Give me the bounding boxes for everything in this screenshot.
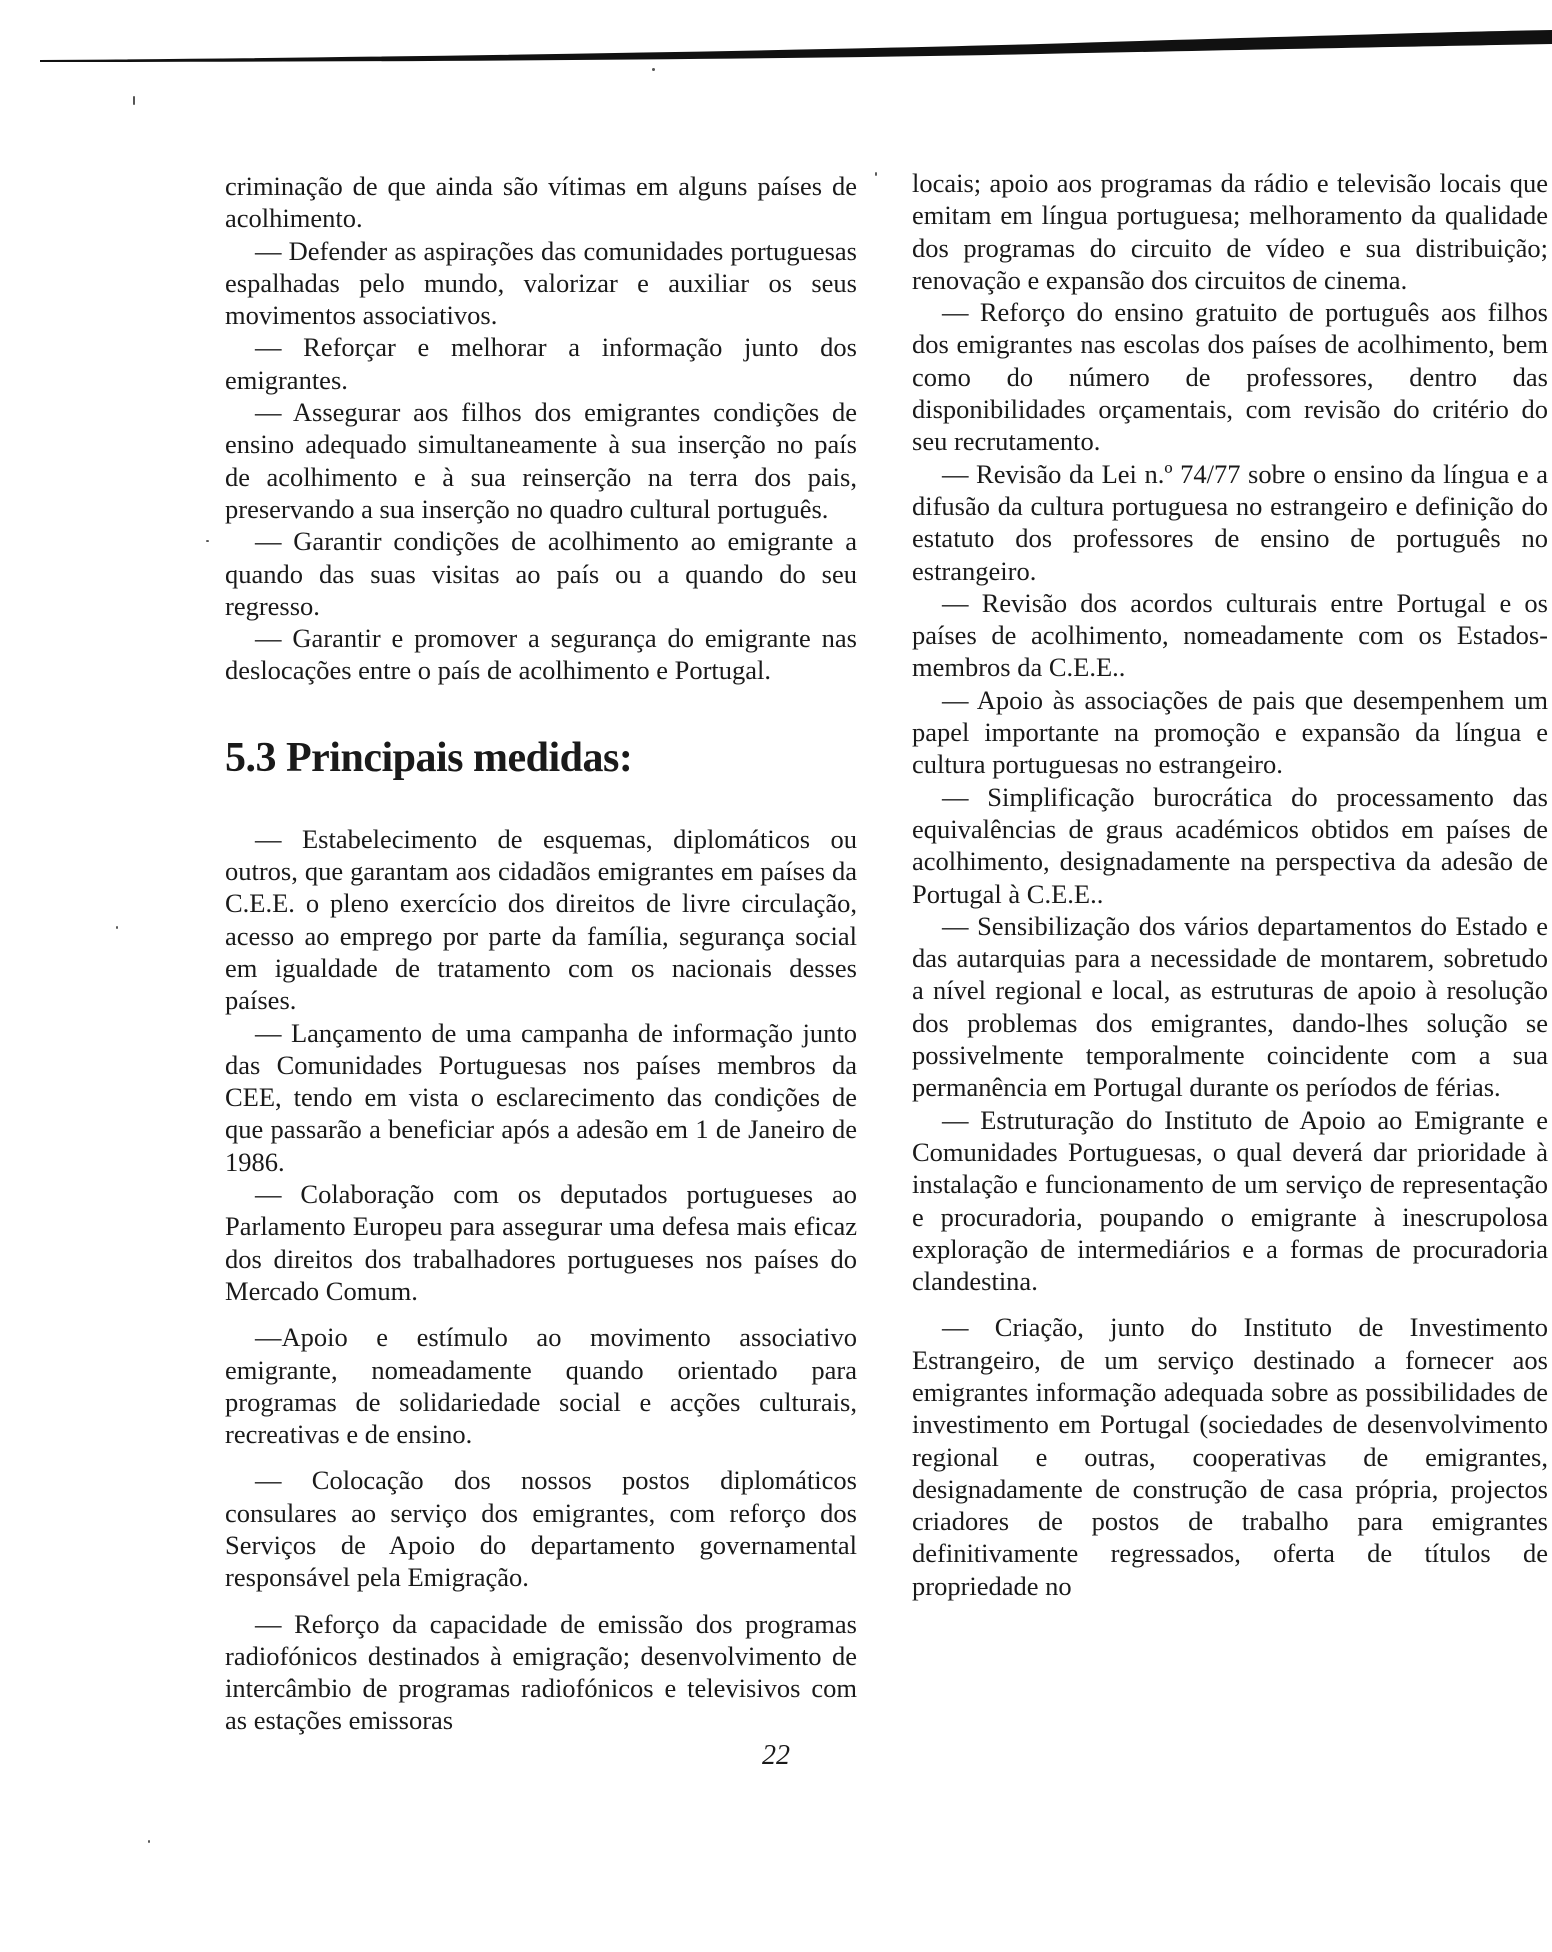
scan-speck <box>133 96 135 105</box>
top-scan-border <box>40 18 1552 62</box>
paragraph: criminação de que ainda são vítimas em alguns países de acolhimento. <box>225 171 857 234</box>
measure-item: — Criação, junto do Instituto de Investimento Estrangeiro, de um serviço destinado a fornecer aos emigrantes informação adequada sobre as possibilidades de investimento em Portugal (sociedades de desenvolvimento regional e outras, cooperativas de emigrantes, designadamente de construção de casa própria, projectos criadores de postos de trabalho para emigrantes definitivamente regressados, oferta de títulos de propriedade no <box>912 1312 1548 1601</box>
measure-item: — Estruturação do Instituto de Apoio ao Emigrante e Comunidades Portuguesas, o qual deverá dar prioridade à instalação e funcionamento de um serviço de representação e procuradoria, poupando o emigrante à inescrupolosa exploração de intermediários e a formas de procuradoria clandestina. <box>912 1104 1548 1297</box>
measure-item: — Reforço da capacidade de emissão dos programas radiofónicos destinados à emigração; desenvolvimento de intercâmbio de programas radiofónicos e televisivos com as estações emissoras <box>225 1608 857 1736</box>
scan-speck <box>875 172 877 176</box>
scan-speck <box>652 68 655 71</box>
measure-item: — Apoio às associações de pais que desempenhem um papel importante na promoção e expansão da língua e cultura portuguesas no estrangeiro. <box>912 684 1548 780</box>
measure-item: — Sensibilização dos vários departamentos do Estado e das autarquias para a necessidade de montarem, sobretudo a nível regional e local, as estruturas de apoio à resolução dos problemas dos emigrantes, dando-lhes solução se possivelmente temporalmente coincidente com a sua permanência em Portugal durante os períodos de férias. <box>912 910 1548 1103</box>
measure-item: — Colaboração com os deputados portugueses ao Parlamento Europeu para assegurar uma defesa mais eficaz dos direitos dos trabalhadores portugueses nos países do Mercado Comum. <box>225 1179 857 1306</box>
scan-speck <box>206 540 209 542</box>
section-heading: 5.3 Principais medidas: <box>225 734 633 781</box>
measure-item: — Revisão dos acordos culturais entre Portugal e os países de acolhimento, nomeadamente com os Estados-membros da C.E.E.. <box>912 587 1548 683</box>
objective-item: — Reforçar e melhorar a informação junto dos emigrantes. <box>225 332 857 395</box>
objective-item: — Garantir e promover a segurança do emigrante nas deslocações entre o país de acolhimento e Portugal. <box>225 623 857 686</box>
right-column <box>912 167 1548 1602</box>
measure-item: — Colocação dos nossos postos diplomáticos consulares ao serviço dos emigrantes, com reforço dos Serviços de Apoio do departamento governamental responsável pela Emigração. <box>225 1465 857 1593</box>
page-number: 22 <box>762 1740 790 1771</box>
measure-item: —Apoio e estímulo ao movimento associativo emigrante, nomeadamente quando orientado para programas de solidariedade social e acções culturais, recreativas e de ensino. <box>225 1322 857 1450</box>
paragraph: locais; apoio aos programas da rádio e televisão locais que emitam em língua portuguesa; melhoramento da qualidade dos programas do circuito de vídeo e sua distribuição; renovação e expansão dos circuitos de cinema. <box>912 168 1548 295</box>
objective-item: — Defender as aspirações das comunidades portuguesas espalhadas pelo mundo, valorizar e auxiliar os seus movimentos associativos. <box>225 235 857 331</box>
measure-item: — Revisão da Lei n.º 74/77 sobre o ensino da língua e a difusão da cultura portuguesa no estrangeiro e definição do estatuto dos professores de ensino de português no estrangeiro. <box>912 458 1548 586</box>
objective-item: — Assegurar aos filhos dos emigrantes condições de ensino adequado simultaneamente à sua inserção no país de acolhimento e à sua reinserção na terra dos pais, preservando a sua inserção no quadro cultural português. <box>225 397 857 524</box>
measure-item: — Lançamento de uma campanha de informação junto das Comunidades Portuguesas nos países membros da CEE, tendo em vista o esclarecimento das condições de que passarão a beneficiar após a adesão em 1 de Janeiro de 1986. <box>225 1017 857 1177</box>
objective-item: — Garantir condições de acolhimento ao emigrante a quando das suas visitas ao país ou a quando do seu regresso. <box>225 526 857 621</box>
measure-item: — Simplificação burocrática do processamento das equivalências de graus académicos obtidos em países de acolhimento, designadamente na perspectiva da adesão de Portugal à C.E.E.. <box>912 781 1548 909</box>
scan-speck <box>148 1840 150 1843</box>
left-column <box>225 170 857 1737</box>
scan-speck <box>116 926 118 929</box>
measure-item: — Reforço do ensino gratuito de português aos filhos dos emigrantes nas escolas dos países de acolhimento, bem como do número de professores, dentro das disponibilidades orçamentais, com revisão do critério do seu recrutamento. <box>912 297 1548 457</box>
measure-item: — Estabelecimento de esquemas, diplomáticos ou outros, que garantam aos cidadãos emigrantes em países da C.E.E. o pleno exercício dos direitos de livre circulação, acesso ao emprego por parte da família, segurança social em igualdade de tratamento com os nacionais desses países. <box>225 823 857 1016</box>
